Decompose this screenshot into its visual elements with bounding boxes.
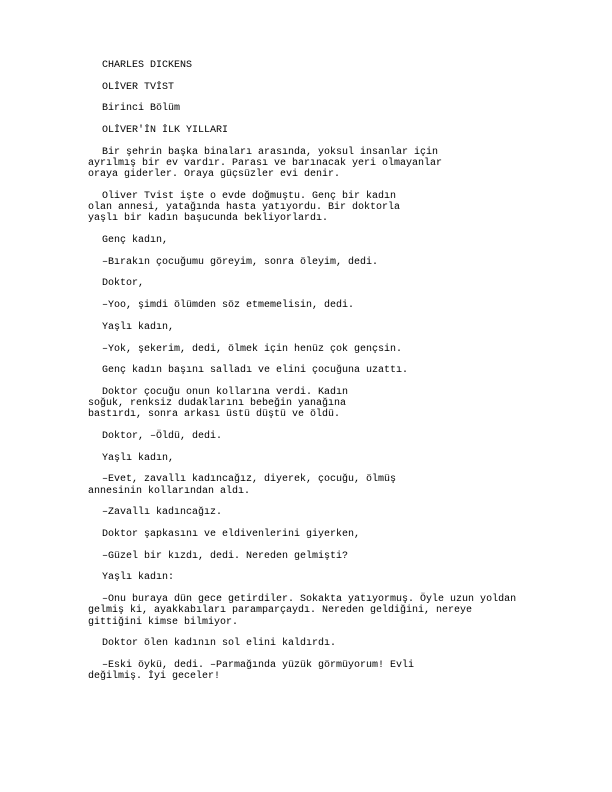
text-line: –Eski öykü, dedi. –Parmağında yüzük görmüyorum! Evli	[102, 660, 415, 671]
paragraph	[88, 235, 528, 246]
paragraph	[88, 322, 528, 333]
paragraph	[88, 507, 528, 518]
body-text	[88, 147, 528, 683]
paragraph	[88, 594, 528, 628]
text-line: Yaşlı kadın:	[102, 572, 175, 584]
text-line: annesinin kollarından aldı.	[88, 485, 251, 497]
text-line: –Yoo, şimdi ölümden söz etmemelisin, dedi.	[102, 300, 355, 312]
paragraph	[88, 638, 528, 649]
text-line: Yaşlı kadın,	[102, 452, 175, 464]
paragraph	[88, 147, 528, 181]
text-line: soğuk, renksiz dudaklarını bebeğin yanağına	[88, 398, 347, 410]
text-line: Doktor,	[102, 278, 145, 290]
paragraph	[88, 529, 528, 540]
text-line: Doktor ölen kadının sol elini kaldırdı.	[102, 638, 337, 650]
paragraph	[88, 660, 528, 682]
paragraph	[88, 387, 528, 421]
text-line: –Güzel bir kızdı, dedi. Nereden gelmişti?	[102, 550, 349, 562]
text-line: –Yok, şekerim, dedi, ölmek için henüz çok gençsin.	[102, 343, 403, 355]
text-line: Yaşlı kadın,	[102, 321, 175, 333]
text-line: –Onu buraya dün gece getirdiler. Sokakta yatıyormuş. Öyle uzun yoldan	[102, 594, 517, 606]
text-line: –Zavallı kadıncağız.	[102, 507, 223, 519]
text-line: Genç kadın başını salladı ve elini çocuğuna uzattı.	[102, 365, 409, 377]
text-line: gelmiş ki, ayakkabıları paramparçaydı. Nereden geldiğini, nereye	[88, 605, 473, 617]
text-line: Doktor çocuğu onun kollarına verdi. Kadın	[102, 386, 349, 398]
paragraph	[88, 453, 528, 464]
paragraph	[88, 344, 528, 355]
text-line: –Evet, zavallı kadıncağız, diyerek, çocuğu, ölmüş	[102, 474, 397, 486]
text-line: yaşlı bir kadın başucunda bekliyorlardı.	[88, 213, 329, 225]
text-line: Doktor, –Öldü, dedi.	[102, 431, 223, 443]
paragraph	[88, 257, 528, 268]
text-line: Oliver Tvist işte o evde doğmuştu. Genç bir kadın	[102, 190, 397, 202]
text-line: oraya giderler. Oraya güçsüzler evi denir.	[88, 169, 341, 181]
text-line: olan annesi, yatağında hasta yatıyordu. Bir doktorla	[88, 202, 401, 214]
paragraph	[88, 572, 528, 583]
text-line: –Bırakın çocuğumu göreyim, sonra öleyim, dedi.	[102, 256, 379, 268]
chapter-title: OLİVER'İN İLK YILLARI	[102, 125, 229, 137]
text-line: ayrılmış bir ev vardır. Parası ve barınacak yeri olmayanlar	[88, 158, 443, 170]
document-page	[88, 60, 528, 693]
text-line: bastırdı, sonra arkası üstü düştü ve öldü.	[88, 409, 341, 421]
paragraph	[88, 551, 528, 562]
paragraph	[88, 191, 528, 225]
text-line: Genç kadın,	[102, 235, 169, 247]
chapter-number: Birinci Bölüm	[102, 103, 181, 115]
paragraph	[88, 278, 528, 289]
paragraph	[88, 365, 528, 376]
text-line: gittiğini kimse bilmiyor.	[88, 616, 239, 628]
book-title: OLİVER TVİST	[102, 81, 175, 93]
author-name: CHARLES DICKENS	[102, 60, 193, 71]
paragraph	[88, 474, 528, 496]
text-line: Doktor şapkasını ve eldivenlerini giyerken,	[102, 529, 361, 541]
paragraph	[88, 300, 528, 311]
paragraph	[88, 431, 528, 442]
text-line: değilmiş. İyi geceler!	[88, 671, 221, 683]
text-line: Bir şehrin başka binaları arasında, yoksul insanlar için	[102, 146, 439, 158]
